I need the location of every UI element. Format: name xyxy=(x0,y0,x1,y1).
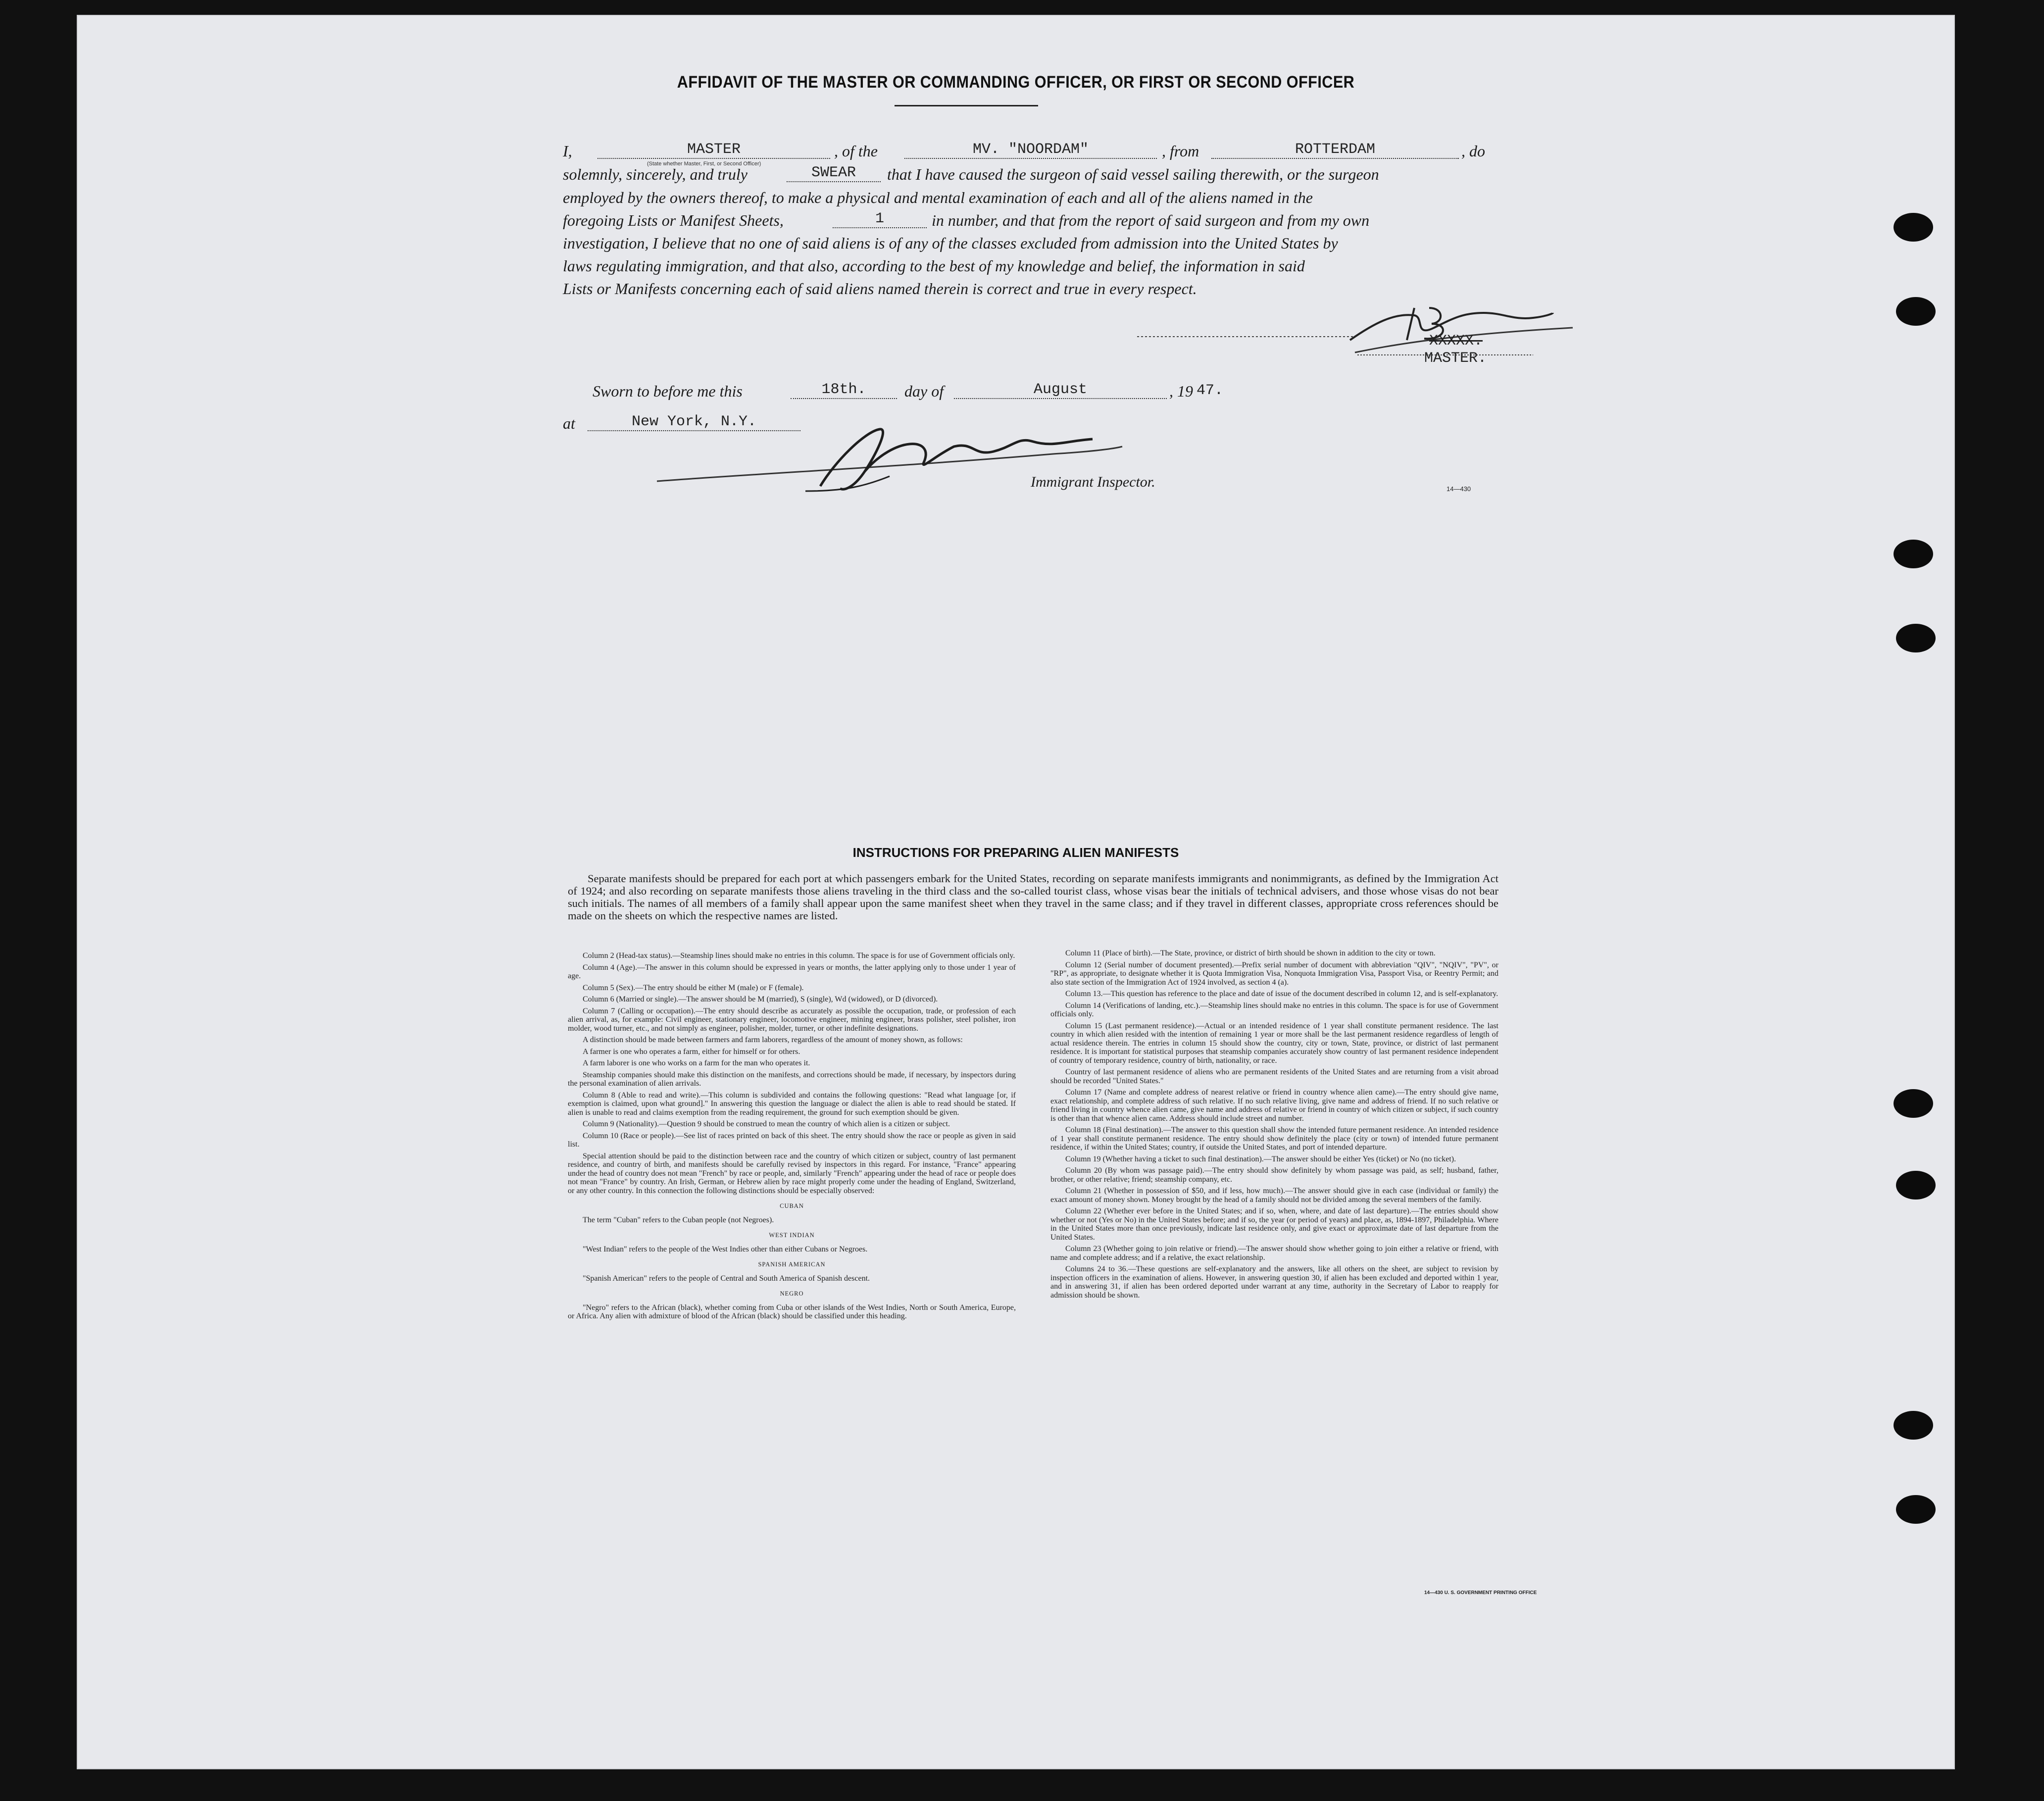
affidavit-line3: employed by the owners thereof, to make a physical and mental examination of each and all of the aliens named in the xyxy=(563,189,1313,206)
affidavit-body xyxy=(563,127,1494,305)
instruction-col2: Column 2 (Head-tax status).—Steamship lines should make no entries in this column. The space is for use of Government officials only. xyxy=(583,951,1015,960)
instruction-returning-residents: Country of last permanent residence of aliens who are permanent residents of the United States and are returning from a visit abroad should be recorded "United States." xyxy=(1050,1068,1498,1085)
instruction-col19: Column 19 (Whether having a ticket to such final destination).—The answer should be either Yes (ticket) or No (no ticket). xyxy=(1065,1154,1456,1163)
sworn-label: Sworn to before me this xyxy=(593,382,743,400)
instructions-right-column xyxy=(1050,949,1498,1302)
instruction-west-indian: "West Indian" refers to the people of the West Indies other than either Cubans or Negroes. xyxy=(583,1245,868,1253)
instruction-spanish-american: "Spanish American" refers to the people of Central and South America of Spanish descent. xyxy=(583,1274,870,1283)
instruction-col5: Column 5 (Sex).—The entry should be either M (male) or F (female). xyxy=(583,983,804,992)
signer-title: MASTER. xyxy=(1424,350,1487,367)
instruction-col24-36: Columns 24 to 36.—These questions are self-explanatory and the answers, like all others on the sheet, are subject to revision by inspection officers in the examination of aliens. However, in answering question 30, if alien has been excluded and deported within 1 year, and in answering 31, if alien has been ordered deported under warrant at any time, authority in the Secretary of Labor to reapply for admission should be shown. xyxy=(1050,1265,1498,1300)
instruction-col4: Column 4 (Age).—The answer in this column should be expressed in years or months, the latter applying only to those under 1 year of age. xyxy=(568,963,1016,980)
heading-spanish-american: SPANISH AMERICAN xyxy=(758,1261,826,1268)
instructions-title: INSTRUCTIONS FOR PREPARING ALIEN MANIFESTS xyxy=(852,845,1179,860)
instruction-col23: Column 23 (Whether going to join relative or friend).—The answer should show whether going to join either a relative or friend, with name and complete address; and if a relative, the exact relationship. xyxy=(1050,1245,1498,1262)
heading-west-indian: WEST INDIAN xyxy=(769,1232,815,1239)
affidavit-line1-a: I, xyxy=(563,142,572,160)
instruction-col17: Column 17 (Name and complete address of nearest relative or friend in country whence alien came).—The entry should give name, exact relationship, and complete address of such relative. If no such relative living, give name and address of friend. If no such relative or friend living in country whence alien came, give name and address of relative or friend in country of which citizen or subject, if such country is other than that whence alien came. Address should include street and number. xyxy=(1050,1088,1498,1123)
punch-hole xyxy=(1896,1495,1936,1524)
affidavit-line2-a: solemnly, sincerely, and truly xyxy=(563,165,748,183)
instructions-left-column xyxy=(568,951,1016,1324)
affidavit-line1-d: , do xyxy=(1461,142,1485,160)
instruction-negro: "Negro" refers to the African (black), whether coming from Cuba or other islands of the West Indies, North or South America, Europe, or Africa. Any alien with admixture of blood of the African (black) should be classified under this heading. xyxy=(568,1303,1016,1320)
instruction-col12: Column 12 (Serial number of document presented).—Prefix serial number of document with abbreviation "QIV", "NQIV", "PV", or "RP", as appropriate, to designate whether it is Quota Immigration Visa, Nonquota Immigration Visa, Passport Visa, or Reentry Permit; and also state section of the Immigration Act of 1924 involved, as section 4 (a). xyxy=(1050,960,1498,987)
affidavit-line1-c: , from xyxy=(1162,142,1199,160)
affidavit-line4-a: foregoing Lists or Manifest Sheets, xyxy=(563,211,784,229)
inspector-signature xyxy=(657,417,1251,506)
instruction-col9: Column 9 (Nationality).—Question 9 should be construed to mean the country of which alien is a citizen or subject. xyxy=(583,1120,950,1128)
instruction-farmer: A farmer is one who operates a farm, either for himself or for others. xyxy=(583,1047,800,1056)
affidavit-line6: laws regulating immigration, and that also, according to the best of my knowledge and belief, the information in said xyxy=(563,257,1305,275)
punch-hole xyxy=(1894,1089,1933,1118)
instruction-col18: Column 18 (Final destination).—The answer to this question shall show the intended future permanent residence. An intended residence of 1 year shall constitute permanent residence. The entry should show definitely the place (city or town) of intended future permanent residence, if within the United States; country, if outside the United States, and port of intended departure. xyxy=(1050,1126,1498,1151)
instruction-col14: Column 14 (Verifications of landing, etc.).—Steamship lines should make no entries in this column. The space is for use of Government officials only. xyxy=(1050,1001,1498,1018)
punch-hole xyxy=(1894,213,1933,242)
printer-imprint: 14—430 U. S. GOVERNMENT PRINTING OFFICE xyxy=(1424,1590,1537,1596)
instruction-col7: Column 7 (Calling or occupation).—The entry should describe as accurately as possible the occupation, trade, or profession of each alien arrival, as, for example: Civil engineer, stationary engineer, locomotive engineer, mining engineer, brass polisher, steel polisher, iron molder, wood turner, etc., and not simply as engineer, polisher, molder, turner, or other indefinite designations. xyxy=(568,1006,1016,1033)
inspector-label: Immigrant Inspector. xyxy=(1031,474,1155,490)
master-signature xyxy=(1137,293,1583,372)
port-field: ROTTERDAM xyxy=(1211,141,1459,159)
affidavit-title: AFFIDAVIT OF THE MASTER OR COMMANDING OFFICER, OR FIRST OR SECOND OFFICER xyxy=(677,73,1355,92)
oath-field: SWEAR xyxy=(787,164,881,182)
instruction-steamship-distinction: Steamship companies should make this distinction on the manifests, and corrections should be made, if necessary, by inspectors during the personal examination of alien arrivals. xyxy=(568,1070,1016,1088)
instruction-col20: Column 20 (By whom was passage paid).—The entry should show definitely by whom passage was paid, as self; husband, father, brother, or other relative; friend; steamship company, etc. xyxy=(1050,1166,1498,1184)
instruction-cuban: The term "Cuban" refers to the Cuban people (not Negroes). xyxy=(583,1215,774,1224)
punch-hole xyxy=(1896,1171,1936,1200)
sworn-year: 47. xyxy=(1196,382,1224,399)
instruction-farm-laborer: A farm laborer is one who works on a farm for the man who operates it. xyxy=(583,1059,810,1067)
officer-rank-field: MASTER xyxy=(598,141,830,159)
officer-rank-note: (State whether Master, First, or Second Officer) xyxy=(647,161,761,167)
instruction-col10: Column 10 (Race or people).—See list of races printed on back of this sheet. The entry should show the race or people as given in said list. xyxy=(568,1131,1016,1149)
sworn-day-field: 18th. xyxy=(791,381,897,399)
affidavit-line7: Lists or Manifests concerning each of said aliens named therein is correct and true in every respect. xyxy=(563,280,1197,298)
manifest-sheet xyxy=(77,15,1955,1769)
affidavit-line1-b: , of the xyxy=(834,142,878,160)
punch-hole xyxy=(1896,297,1936,326)
instruction-col15: Column 15 (Last permanent residence).—Actual or an intended residence of 1 year shall constitute permanent residence. The last country in which alien resided with the intention of remaining 1 year or more shall be the last permanent residence regardless of length of actual residence therein. The entries in column 15 should show the country, city or town, State, province, or district of last permanent residence. It is important for statistical purposes that steamship companies accurately show country of last permanent residence independent of country of temporary residence, country of birth, nationality, or race. xyxy=(1050,1021,1498,1065)
heading-cuban: CUBAN xyxy=(780,1202,804,1209)
at-label: at xyxy=(563,414,575,432)
instruction-col11: Column 11 (Place of birth).—The State, province, or district of birth should be shown in addition to the city or town. xyxy=(1065,949,1436,957)
form-number: 14—430 xyxy=(1446,485,1471,493)
affidavit-line4-b: in number, and that from the report of said surgeon and from my own xyxy=(932,211,1370,229)
at-place-field: New York, N.Y. xyxy=(588,413,800,431)
instruction-col21: Column 21 (Whether in possession of $50, and if less, how much).—The answer should give in each case (individual or family) the exact amount of money shown. Money brought by the head of a family should not be divided among the several members of the family. xyxy=(1050,1187,1498,1204)
instruction-col13: Column 13.—This question has reference to the place and date of issue of the document described in column 12, and is self-explanatory. xyxy=(1065,990,1498,998)
instructions-intro: Separate manifests should be prepared for each port at which passengers embark for the United States, recording on separate manifests immigrants and nonimmigrants, as defined by the Immigration Act of 1924; and also recording on separate manifests those aliens traveling in the third class and the so-called tourist class, whose visas bear the initials of technical advisers, and those whose visas do not bear such initials. The names of all members of a family shall appear upon the same manifest sheet when they travel in the same class; and if they travel in different classes, appropriate cross references should be made on the sheets on which the respective names are listed. xyxy=(568,872,1498,922)
sheet-count-field: 1 xyxy=(833,210,927,228)
instruction-special-attention: Special attention should be paid to the distinction between race and the country of which citizen or subject, country of last permanent residence, and country of birth, and manifests should be carefully revised by inspectors in this regard. For instance, "France" appearing under the head of country does not mean "French" by race or people, and, similarly "French" appearing under the head of race or people does not mean "France" by country. An Irish, German, or Hebrew alien by race might properly come under the heading of England, Switzerland, or any other country. In this connection the following distinctions should be especially observed: xyxy=(568,1151,1016,1195)
sworn-month-field: August xyxy=(954,381,1167,399)
vessel-field: MV. "NOORDAM" xyxy=(904,141,1157,159)
affidavit-line2-b: that I have caused the surgeon of said vessel sailing therewith, or the surgeon xyxy=(887,165,1379,183)
punch-hole xyxy=(1894,540,1933,568)
heading-negro: NEGRO xyxy=(780,1290,804,1297)
signer-struck-rank: XXXXX. xyxy=(1429,333,1483,350)
title-underline xyxy=(895,105,1038,106)
instruction-farm-distinction: A distinction should be made between farmers and farm laborers, regardless of the amount of money shown, as follows: xyxy=(583,1036,963,1044)
instruction-col22: Column 22 (Whether ever before in the United States; and if so, when, where, and date of last departure).—The entries should show whether or not (Yes or No) in the United States before; and if so, the year (or period of years) and place, as, 1894-1897, Philadelphia. Where in the United States more than once previously, indicate last residence only, and give exact or approximate date of last departure from the United States. xyxy=(1050,1207,1498,1242)
sworn-century: , 19 xyxy=(1169,382,1193,400)
instruction-col6: Column 6 (Married or single).—The answer should be M (married), S (single), Wd (widowed), or D (divorced). xyxy=(583,995,938,1003)
affidavit-line5: investigation, I believe that no one of said aliens is of any of the classes excluded from admission into the United States by xyxy=(563,234,1338,252)
instruction-col8: Column 8 (Able to read and write).—This column is subdivided and contains the following questions: "Read what language [or, if exemption is claimed, upon what ground]." In answering this question the language or dialect the alien is able to read should be stated. If alien is unable to read and claims exemption from the reading requirement, the ground for such exemption should be given. xyxy=(568,1091,1016,1117)
punch-hole xyxy=(1894,1411,1933,1440)
punch-hole xyxy=(1896,624,1936,652)
sworn-day-of: day of xyxy=(904,382,944,400)
